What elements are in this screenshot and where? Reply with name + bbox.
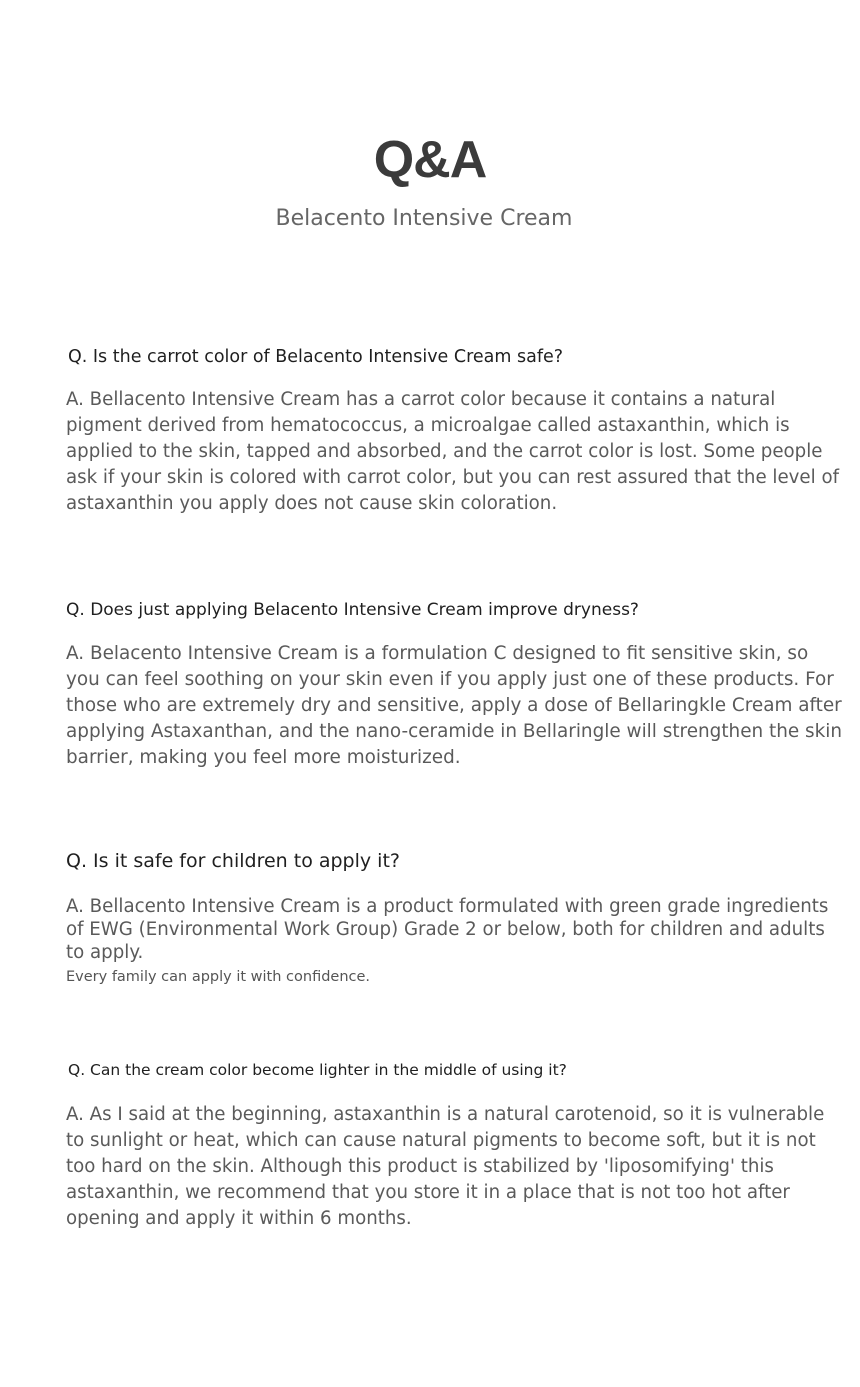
faq-question-1: Q. Is the carrot color of Belacento Intensive Cream safe?	[68, 347, 564, 367]
page-title: Q&A	[373, 131, 487, 189]
faq-question-4: Q. Can the cream color become lighter in the middle of using it?	[68, 1061, 567, 1079]
faq-answer-2: A. Belacento Intensive Cream is a formulation C designed to fit sensitive skin, so you can feel soothing on your skin even if you apply just one of these products. For those who are extremely dry and sensitive, apply a dose of Bellaringkle Cream after applying Astaxanthan, and the nano-ceramide in Bellaringle will strengthen the skin barrier, making you feel more moisturized.	[66, 643, 843, 768]
faq-answer-3: A. Bellacento Intensive Cream is a product formulated with green grade ingredients of EWG (Environmental Work Group) Grade 2 or below, both for children and adults to apply.	[66, 896, 829, 963]
faq-answer-1: A. Bellacento Intensive Cream has a carrot color because it contains a natural pigment derived from hematococcus, a microalgae called astaxanthin, which is applied to the skin, tapped and absorbed, and the carrot color is lost. Some people ask if your skin is colored with carrot color, but you can rest assured that the level of astaxanthin you apply does not cause skin coloration.	[66, 389, 839, 514]
faq-question-3: Q. Is it safe for children to apply it?	[66, 850, 400, 872]
product-subtitle: Belacento Intensive Cream	[275, 206, 573, 231]
faq-answer-4: A. As I said at the beginning, astaxanthin is a natural carotenoid, so it is vulnerable to sunlight or heat, which can cause natural pigments to become soft, but it is not too hard on the skin. Although this product is stabilized by 'liposomifying' this astaxanthin, we recommend that you store it in a place that is not too hot after opening and apply it within 6 months.	[66, 1104, 825, 1229]
faq-question-2: Q. Does just applying Belacento Intensive Cream improve dryness?	[66, 600, 639, 620]
faq-note-3: Every family can apply it with confidence.	[66, 969, 371, 985]
